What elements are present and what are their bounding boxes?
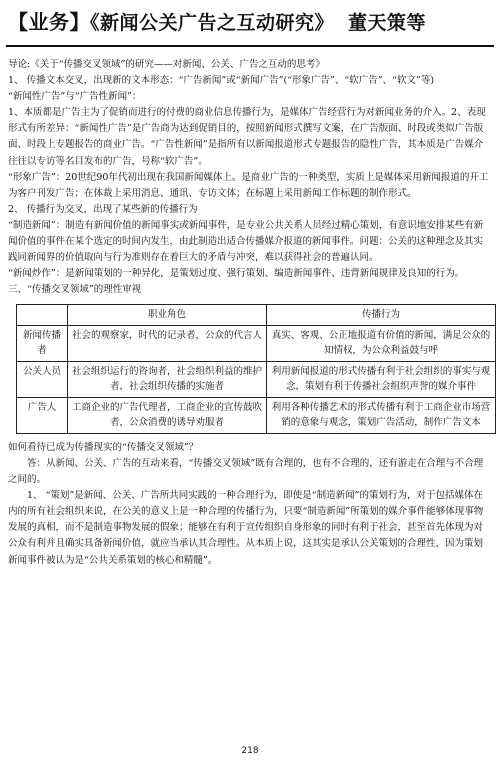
comparison-table bbox=[16, 304, 496, 434]
intro-line: 导论:《关于“传播交叉领域”的研究——对新闻、公关、广告之互动的思考》 bbox=[8, 59, 325, 70]
table-cell: 真实、客观、公正地报道有价值的新闻，满足公众的知情权，为公众利益鼓与呼 bbox=[267, 325, 496, 361]
paragraph: 1、本质都是广告主为了促销而进行的付费的商业信息传播行为，是媒体广告经营行为对新闻业务的介入。2、表现形式有所差异：“新闻性广告”是广告商为达到促销目的，按照新闻形式撰写文案，在广告版面、时段或类似广告版面、时段上专题报告的商业广告。“广告性新闻”是指所有以新闻报道形式专题报告的隐性广告，其本质是广告媒介往往以专访等名目发布的广告，号称“软广告”。 bbox=[8, 107, 486, 167]
paragraph: 2、 传播行为交叉，出现了某些新的传播行为 bbox=[8, 203, 198, 215]
table-header-cell: 职业角色 bbox=[68, 305, 267, 326]
table-cell: 工商企业的广告代理者，工商企业的宣传鼓吹者，公众消费的诱导劝服者 bbox=[68, 397, 267, 433]
table-row-head: 新闻传播者 bbox=[17, 325, 68, 361]
section-heading: 三、“传播交叉领域”的理性审视 bbox=[8, 284, 142, 296]
author-name: 董天策等 bbox=[348, 12, 427, 34]
header-rule bbox=[6, 45, 494, 47]
paragraph: “形象广告”：20世纪90年代初出现在我国新闻媒体上。是商业广告的一种类型，实质上是媒体采用新闻报道的开工为客户刊发广告；在体裁上采用消息、通讯、专访文体；在标题上采用新闻工作标题的制作形式。 bbox=[8, 171, 489, 199]
page-header bbox=[8, 6, 492, 46]
table-header-cell bbox=[17, 305, 68, 326]
paragraph: 1、 传播文本交叉，出现新的文本形态：“广告新闻”或“新闻广告”(“形象广告”、“软广告”、“软文”等) bbox=[8, 75, 435, 87]
question-line: 如何看待已成为传播现实的“传播交叉领域”？ bbox=[8, 441, 199, 453]
paragraph: 1、 “策划”是新闻、公关、广告所共同实践的一种合理行为，即使是“制造新闻”的策划行为，对于包括媒体在内的所有社会组织来说，在公关的意义上是一种合理的传播行为，只要“制造新闻”所策划的媒介事件能够体现事物发展的真相，而不是制造事物发展的假象；能够在有利于宣传组织自身形象的同时有利于社会，甚至首先体现为对公众有利并且确实具备新闻价值，就应当承认其合理性。从本质上说，这其实是承认公关策划的合理性，因为策划新闻事件被认为是“公共关系策划的核心和精髓”。 bbox=[8, 490, 484, 566]
table-row-head: 公关人员 bbox=[17, 361, 68, 397]
answer-paragraph: 答：从新闻、公关、广告的互动来看，“传播交叉领域”既有合理的，也有不合理的，还有游走在合理与不合理之间的。 bbox=[8, 458, 484, 486]
table-header-cell: 传播行为 bbox=[267, 305, 496, 326]
section-tag: 【业务】 bbox=[8, 10, 90, 34]
table-cell: 社会组织运行的咨询者，社会组织利益的维护者，社会组织传播的实施者 bbox=[68, 361, 267, 397]
table-cell: 利用各种传播艺术的形式传播有利于工商企业市场营销的意象与观念，策划广告活动，制作广告文本 bbox=[267, 397, 496, 433]
document-body bbox=[8, 57, 490, 569]
table-cell: 利用新闻报道的形式传播有利于社会组织的事实与观念，策划有利于传播社会组织声誉的媒介事件 bbox=[267, 361, 496, 397]
table-row bbox=[17, 397, 496, 433]
table-row-head: 广告人 bbox=[17, 397, 68, 433]
paragraph: “制造新闻”：制造有新闻价值的新闻事实或新闻事件，是专业公共关系人员经过精心策划，有意识地安排某些有新闻价值的事件在某个选定的时间内发生，由此制造出适合传播媒介报道的新闻事件。问题：公关的这种理念及其实践同新闻界的价值取向与行为准则存在着巨大的矛盾与冲突，难以获得社会的普遍认同。 bbox=[8, 219, 484, 264]
paragraph: “新闻性广告”与“广告性新闻”： bbox=[8, 91, 142, 103]
table-header-row bbox=[17, 305, 496, 326]
paragraph: “新闻炒作”：是新闻策划的一种异化，是策划过度、强行策划、编造新闻事件、违背新闻规律及良知的行为。 bbox=[8, 268, 465, 280]
table-row bbox=[17, 361, 496, 397]
page-number: 218 bbox=[241, 746, 259, 756]
table-cell: 社会的观察家，时代的记录者，公众的代言人 bbox=[68, 325, 267, 361]
table-row bbox=[17, 325, 496, 361]
book-title: 《新闻公关广告之互动研究》 bbox=[90, 12, 335, 34]
